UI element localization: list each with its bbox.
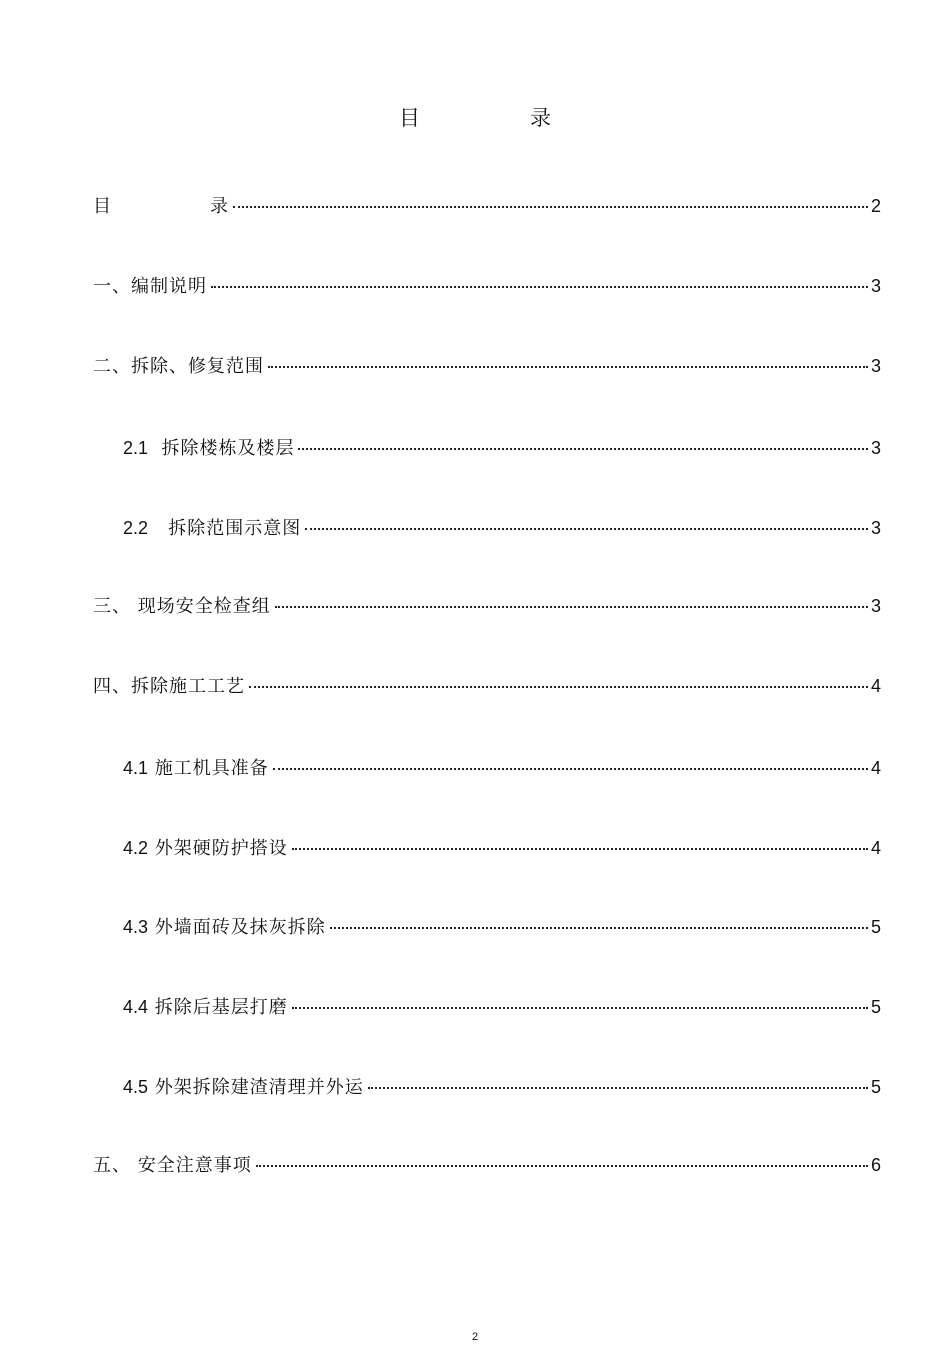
dot-leader — [368, 1087, 868, 1089]
toc-page-number: 2 — [870, 196, 881, 216]
toc-entry-label — [123, 754, 269, 780]
dot-leader — [298, 448, 868, 450]
toc-entry-label — [123, 434, 294, 460]
toc-entry-section-1[interactable] — [93, 272, 881, 300]
toc-entry-label: 三、 现场安全检查组 — [93, 596, 271, 617]
toc-page-number: 3 — [870, 596, 881, 616]
toc-entry-text: 施工机具准备 — [154, 758, 269, 779]
toc-entry-label — [123, 993, 288, 1019]
toc-entry-section-4-5[interactable] — [123, 1073, 881, 1101]
toc-entry-number: 2.1 — [123, 438, 149, 458]
toc-page-number: 4 — [870, 758, 881, 778]
toc-entry-label — [93, 192, 229, 218]
toc-entry-number: 4.3 — [123, 917, 149, 937]
toc-page-number: 5 — [870, 917, 881, 937]
toc-entry-section-4-2[interactable] — [123, 834, 881, 862]
toc-label-part-2: 录 — [210, 196, 229, 217]
toc-entry-section-3[interactable] — [93, 592, 881, 620]
toc-page-number: 3 — [870, 438, 881, 458]
toc-entry-section-2-1[interactable] — [123, 434, 881, 462]
toc-entry-section-2-2[interactable] — [123, 514, 881, 542]
dot-leader — [211, 286, 868, 288]
toc-entry-text: 拆除楼栋及楼层 — [161, 438, 295, 459]
dot-leader — [292, 848, 868, 850]
title-char-2: 录 — [530, 106, 551, 130]
dot-leader — [305, 528, 868, 530]
toc-page-number: 5 — [870, 1077, 881, 1097]
toc-entry-section-2[interactable] — [93, 352, 881, 380]
toc-entry-contents[interactable] — [93, 192, 881, 220]
toc-entry-label — [123, 834, 288, 860]
toc-page-number: 4 — [870, 676, 881, 696]
toc-entry-section-4-4[interactable] — [123, 993, 881, 1021]
toc-entry-label: 一、编制说明 — [93, 276, 207, 297]
toc-entry-section-4-1[interactable] — [123, 754, 881, 782]
toc-page-number: 3 — [870, 276, 881, 296]
dot-leader — [268, 366, 868, 368]
dot-leader — [233, 206, 868, 208]
toc-entry-text: 外架硬防护搭设 — [154, 838, 288, 859]
toc-entry-label: 四、拆除施工工艺 — [93, 676, 245, 697]
dot-leader — [256, 1165, 868, 1167]
dot-leader — [249, 686, 868, 688]
toc-entry-label: 二、拆除、修复范围 — [93, 356, 264, 377]
toc-entry-number: 4.5 — [123, 1077, 149, 1097]
toc-entry-text: 拆除后基层打磨 — [154, 997, 288, 1018]
footer-page-number: 2 — [471, 1331, 479, 1343]
title-char-1: 目 — [399, 106, 420, 130]
dot-leader — [292, 1007, 868, 1009]
dot-leader — [275, 606, 868, 608]
toc-entry-number: 4.2 — [123, 838, 149, 858]
dot-leader — [330, 927, 868, 929]
toc-page-number: 5 — [870, 997, 881, 1017]
toc-entry-section-5[interactable] — [93, 1151, 881, 1179]
toc-entry-label — [123, 913, 326, 939]
toc-page-number: 3 — [870, 518, 881, 538]
toc-entry-section-4-3[interactable] — [123, 913, 881, 941]
toc-entry-number: 4.1 — [123, 758, 149, 778]
page-title — [0, 102, 950, 134]
toc-page-number: 6 — [870, 1155, 881, 1175]
toc-page-number: 4 — [870, 838, 881, 858]
toc-entry-label: 五、 安全注意事项 — [93, 1155, 252, 1176]
toc-entry-number: 4.4 — [123, 997, 149, 1017]
toc-entry-text: 外架拆除建渣清理并外运 — [154, 1077, 364, 1098]
toc-entry-text: 拆除范围示意图 — [168, 518, 302, 539]
toc-entry-text: 外墙面砖及抹灰拆除 — [154, 917, 326, 938]
dot-leader — [273, 768, 868, 770]
toc-entry-label — [123, 514, 301, 540]
toc-entry-section-4[interactable] — [93, 672, 881, 700]
toc-label-part-1: 目 — [93, 196, 112, 217]
toc-entry-number: 2.2 — [123, 518, 149, 538]
toc-entry-label — [123, 1073, 364, 1099]
toc-page-number: 3 — [870, 356, 881, 376]
